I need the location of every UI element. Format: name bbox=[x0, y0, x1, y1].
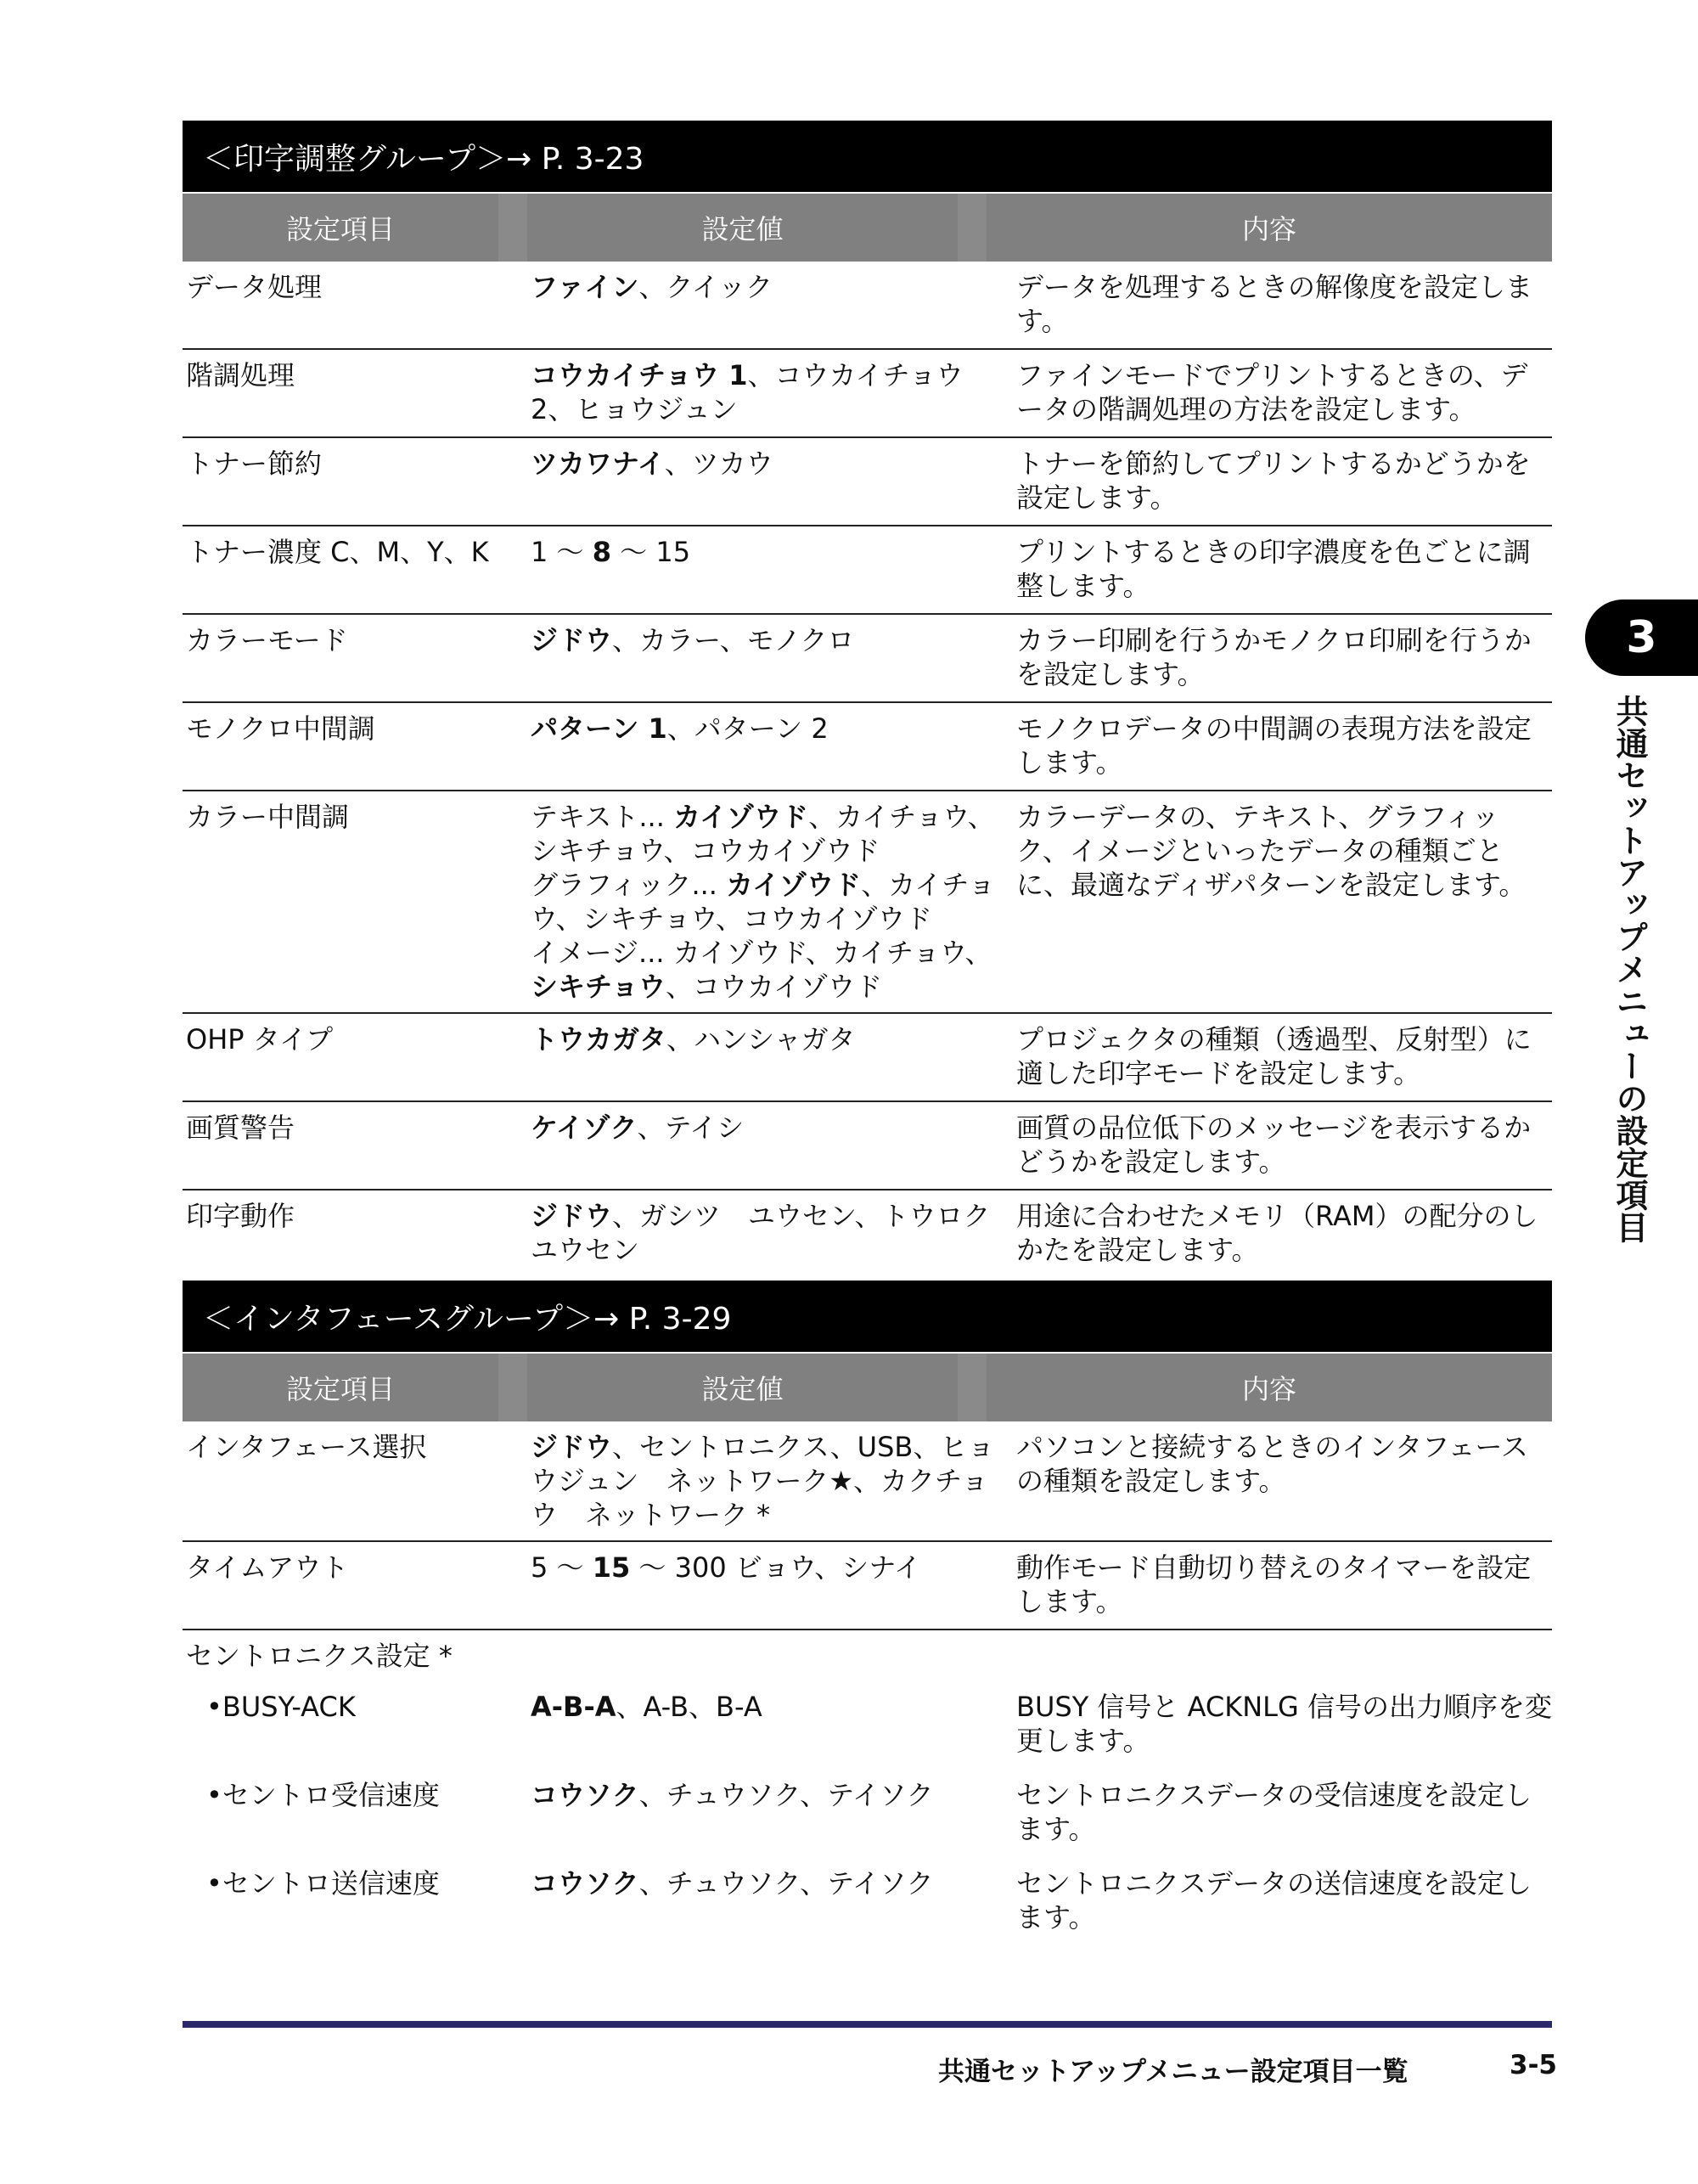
setting-description: BUSY 信号と ACKNLG 信号の出力順序を変更します。 bbox=[1016, 1691, 1552, 1757]
setting-item: トナー濃度 C、M、Y、K bbox=[186, 536, 489, 568]
table-row bbox=[183, 1421, 1552, 1542]
setting-value bbox=[531, 526, 1016, 613]
default-value: シキチョウ bbox=[531, 971, 666, 1003]
table-row bbox=[183, 1542, 1552, 1630]
option-value: 、ツカウ bbox=[664, 447, 773, 480]
setting-item: •BUSY-ACK bbox=[206, 1691, 356, 1723]
setting-item: カラーモード bbox=[186, 624, 348, 656]
table-row bbox=[183, 615, 1552, 703]
setting-value bbox=[531, 615, 1016, 701]
table-row bbox=[183, 1630, 1552, 1681]
option-value: ～ 300 ビョウ、シナイ bbox=[630, 1551, 922, 1584]
setting-item: データ処理 bbox=[186, 271, 323, 303]
table-row bbox=[183, 1858, 1552, 1946]
table-row bbox=[183, 526, 1552, 615]
footer-title: 共通セットアップメニュー設定項目一覧 bbox=[938, 2057, 1408, 2087]
table-row bbox=[183, 350, 1552, 438]
default-value: ケイゾク bbox=[531, 1112, 638, 1144]
option-value: 、カイチョウ、シキチョウ、コウカイゾウド bbox=[531, 869, 996, 935]
setting-item: •セントロ受信速度 bbox=[206, 1779, 440, 1811]
setting-description: カラーデータの、テキスト、グラフィック、イメージといったデータの種類ごとに、最適なディザパターンを設定します。 bbox=[1016, 801, 1527, 901]
setting-item: タイムアウト bbox=[186, 1551, 349, 1584]
table-row bbox=[183, 1681, 1552, 1770]
settings-document bbox=[183, 121, 1552, 1946]
default-value: パターン 1 bbox=[531, 712, 667, 745]
setting-description: トナーを節約してプリントするかどうかを設定します。 bbox=[1016, 447, 1531, 514]
column-divider bbox=[958, 194, 987, 262]
default-value: ジドウ bbox=[531, 624, 613, 656]
setting-value bbox=[531, 1014, 1016, 1100]
option-value: 、パターン 2 bbox=[666, 712, 829, 745]
default-value: コウソク bbox=[531, 1779, 639, 1811]
setting-description: プロジェクタの種類（透過型、反射型）に適した印字モードを設定します。 bbox=[1016, 1023, 1532, 1089]
option-value: 5 ～ bbox=[531, 1551, 593, 1584]
setting-description: データを処理するときの解像度を設定します。 bbox=[1016, 271, 1533, 337]
default-value: カイゾウド bbox=[726, 869, 862, 901]
table-row bbox=[183, 1014, 1552, 1102]
setting-description: モノクロデータの中間調の表現方法を設定します。 bbox=[1016, 712, 1532, 779]
option-value: 、カラー、モノクロ bbox=[612, 624, 855, 656]
chapter-label: 共通セットアップメニューの設定項目 bbox=[1611, 695, 1648, 1243]
setting-value bbox=[531, 1191, 1016, 1279]
table-row bbox=[183, 1102, 1552, 1191]
setting-item: 画質警告 bbox=[186, 1112, 295, 1144]
setting-item: 印字動作 bbox=[186, 1200, 295, 1232]
option-value: 、A-B、B-A bbox=[616, 1691, 762, 1723]
setting-value bbox=[531, 791, 1016, 1012]
default-value: ツカワナイ bbox=[531, 447, 665, 480]
default-value: ジドウ bbox=[531, 1431, 613, 1463]
option-value: テキスト... bbox=[531, 801, 674, 833]
column-header-value: 設定値 bbox=[701, 1373, 784, 1405]
option-value: 1 ～ bbox=[531, 536, 593, 568]
table-row bbox=[183, 703, 1552, 791]
column-header-row bbox=[183, 1354, 1552, 1421]
setting-description: パソコンと接続するときのインタフェースの種類を設定します。 bbox=[1016, 1431, 1528, 1497]
section-title-print-adjust: ＜印字調整グループ＞→ P. 3-23 bbox=[183, 121, 1552, 192]
column-divider bbox=[498, 1354, 527, 1421]
setting-item: •セントロ送信速度 bbox=[206, 1867, 440, 1900]
setting-item: セントロニクス設定 * bbox=[186, 1640, 453, 1672]
column-header-row bbox=[183, 194, 1552, 262]
option-value: 、ガシツ ユウセン、トウロク ユウセン bbox=[531, 1200, 1018, 1266]
setting-item: トナー節約 bbox=[186, 447, 323, 480]
setting-value bbox=[531, 1542, 1016, 1629]
setting-item: OHP タイプ bbox=[186, 1023, 334, 1055]
setting-value bbox=[531, 262, 1016, 348]
setting-description: ファインモードでプリントするときの、データの階調処理の方法を設定します。 bbox=[1016, 359, 1528, 425]
column-header-item: 設定項目 bbox=[285, 1373, 395, 1405]
default-value: コウカイチョウ 1 bbox=[531, 359, 748, 391]
setting-description: 画質の品位低下のメッセージを表示するかどうかを設定します。 bbox=[1016, 1112, 1532, 1178]
setting-item: カラー中間調 bbox=[186, 801, 350, 833]
column-header-item: 設定項目 bbox=[285, 213, 395, 245]
setting-value bbox=[531, 350, 1016, 436]
default-value: 8 bbox=[592, 536, 611, 568]
setting-value bbox=[531, 1630, 1016, 1681]
setting-value bbox=[531, 1102, 1016, 1189]
chapter-tab: 3 bbox=[1585, 599, 1698, 676]
option-value: 、セントロニクス、USB、ヒョウジュン ネットワーク★、カクチョウ ネットワーク * bbox=[531, 1431, 995, 1531]
default-value: ファイン bbox=[531, 271, 639, 303]
default-value: ジドウ bbox=[531, 1200, 613, 1232]
table-row bbox=[183, 438, 1552, 526]
column-divider bbox=[498, 194, 527, 262]
option-value: イメージ... カイゾウド、カイチョウ、 bbox=[531, 937, 992, 969]
option-value: グラフィック... bbox=[531, 869, 727, 901]
option-value: 、チュウソク、テイソク bbox=[638, 1779, 934, 1811]
setting-value bbox=[531, 1421, 1016, 1540]
default-value: カイゾウド bbox=[673, 801, 809, 833]
option-value: 、コウカイゾウド bbox=[666, 971, 883, 1003]
setting-value bbox=[531, 703, 1016, 790]
footer-rule bbox=[183, 2021, 1552, 2028]
column-divider bbox=[958, 1354, 987, 1421]
setting-description: カラー印刷を行うかモノクロ印刷を行うかを設定します。 bbox=[1016, 624, 1532, 690]
table-row bbox=[183, 262, 1552, 350]
setting-description: セントロニクスデータの受信速度を設定します。 bbox=[1016, 1779, 1532, 1845]
default-value: A-B-A bbox=[531, 1691, 616, 1723]
option-value: 、クイック bbox=[638, 271, 773, 303]
setting-description bbox=[1016, 1630, 1552, 1681]
section-title-interface: ＜インタフェースグループ＞→ P. 3-29 bbox=[183, 1281, 1552, 1352]
setting-description: 動作モード自動切り替えのタイマーを設定します。 bbox=[1016, 1551, 1532, 1618]
default-value: トウカガタ bbox=[531, 1023, 667, 1055]
column-header-value: 設定値 bbox=[701, 213, 784, 245]
setting-value bbox=[531, 438, 1016, 525]
option-value: ～ 15 bbox=[610, 536, 691, 568]
table-row bbox=[183, 1770, 1552, 1858]
default-value: コウソク bbox=[531, 1867, 639, 1900]
setting-value bbox=[531, 1858, 1016, 1946]
setting-value bbox=[531, 1681, 1016, 1770]
option-value: 、チュウソク、テイソク bbox=[638, 1867, 934, 1900]
table-row bbox=[183, 1191, 1552, 1279]
column-header-desc: 内容 bbox=[1241, 213, 1296, 245]
column-header-desc: 内容 bbox=[1241, 1373, 1296, 1405]
default-value: 15 bbox=[592, 1551, 631, 1584]
setting-description: 用途に合わせたメモリ（RAM）の配分のしかたを設定します。 bbox=[1016, 1200, 1538, 1266]
setting-item: モノクロ中間調 bbox=[186, 712, 375, 745]
setting-value bbox=[531, 1770, 1016, 1858]
setting-item: 階調処理 bbox=[186, 359, 295, 391]
setting-description: プリントするときの印字濃度を色ごとに調整します。 bbox=[1016, 536, 1531, 602]
option-value: 、カイチョウ、シキチョウ、コウカイゾウド bbox=[531, 801, 995, 867]
setting-description: セントロニクスデータの送信速度を設定します。 bbox=[1016, 1867, 1532, 1934]
table-row bbox=[183, 791, 1552, 1014]
setting-item: インタフェース選択 bbox=[186, 1431, 427, 1463]
page-number: 3-5 bbox=[1510, 2050, 1558, 2080]
option-value: 、テイシ bbox=[637, 1112, 745, 1144]
option-value: 、ハンシャガタ bbox=[666, 1023, 856, 1055]
option-value: 、コウカイチョウ2、ヒョウジュン bbox=[531, 359, 964, 425]
